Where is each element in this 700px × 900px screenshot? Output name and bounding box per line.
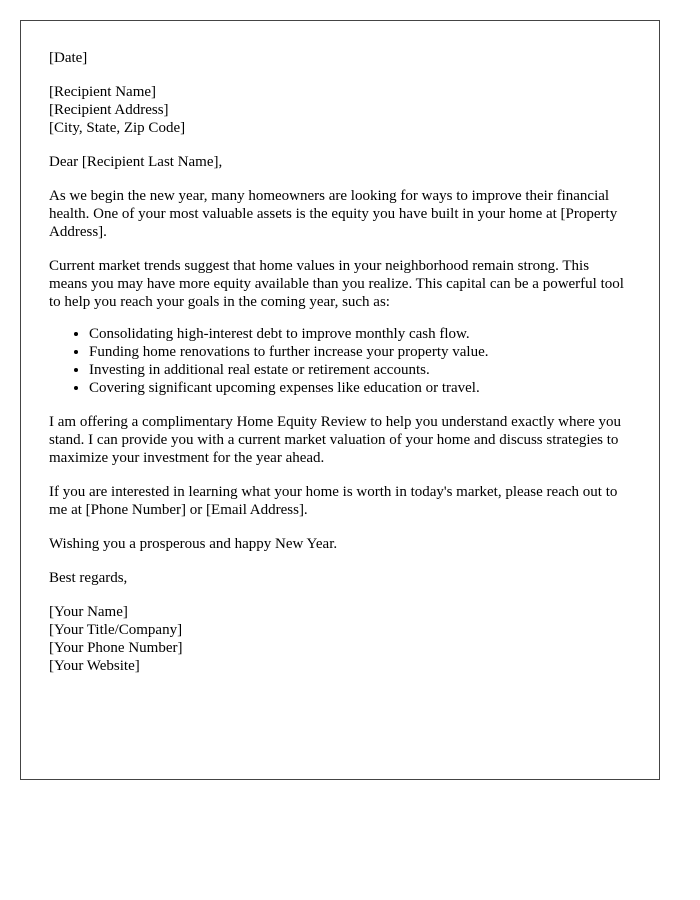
recipient-city-state-zip: [City, State, Zip Code] bbox=[49, 120, 186, 136]
list-item: • Funding home renovations to further increase your property value. bbox=[89, 343, 631, 361]
letter-page bbox=[20, 20, 660, 780]
sender-title-company: [Your Title/Company] bbox=[49, 622, 183, 638]
closing: Best regards, bbox=[49, 570, 128, 586]
date: [Date] bbox=[49, 50, 88, 66]
date-line bbox=[49, 49, 631, 67]
recipient-block bbox=[49, 83, 631, 137]
list-item: • Consolidating high-interest debt to improve monthly cash flow. bbox=[89, 325, 631, 343]
sender-phone: [Your Phone Number] bbox=[49, 640, 183, 656]
paragraph-contact: If you are interested in learning what your home is worth in today's market, please reach out to me at [Phone Number] or [Email Address]. bbox=[49, 484, 618, 518]
paragraph-intro: As we begin the new year, many homeowners are looking for ways to improve their financial health. One of your most valuable assets is the equity you have built in your home at [Property Address]. bbox=[49, 188, 618, 240]
salutation-block bbox=[49, 153, 631, 171]
sender-website: [Your Website] bbox=[49, 658, 140, 674]
paragraph-market-trends: Current market trends suggest that home values in your neighborhood remain strong. This means you may have more equity available than you realize. This capital can be a powerful tool to help you reach your goals in the coming year, such as: bbox=[49, 258, 624, 310]
paragraph-offer: I am offering a complimentary Home Equity Review to help you understand exactly where you stand. I can provide you with a current market valuation of your home and discuss strategies to maximize your investment for the year ahead. bbox=[49, 414, 622, 466]
salutation: Dear [Recipient Last Name], bbox=[49, 154, 223, 170]
paragraph-wishes: Wishing you a prosperous and happy New Year. bbox=[49, 536, 338, 552]
recipient-name: [Recipient Name] bbox=[49, 84, 157, 100]
recipient-address: [Recipient Address] bbox=[49, 102, 169, 118]
list-item: • Covering significant upcoming expenses like education or travel. bbox=[89, 379, 631, 397]
sender-name: [Your Name] bbox=[49, 604, 128, 620]
closing-block bbox=[49, 569, 631, 587]
sender-block bbox=[49, 603, 631, 675]
goals-list bbox=[49, 325, 631, 397]
list-item: • Investing in additional real estate or retirement accounts. bbox=[89, 361, 631, 379]
